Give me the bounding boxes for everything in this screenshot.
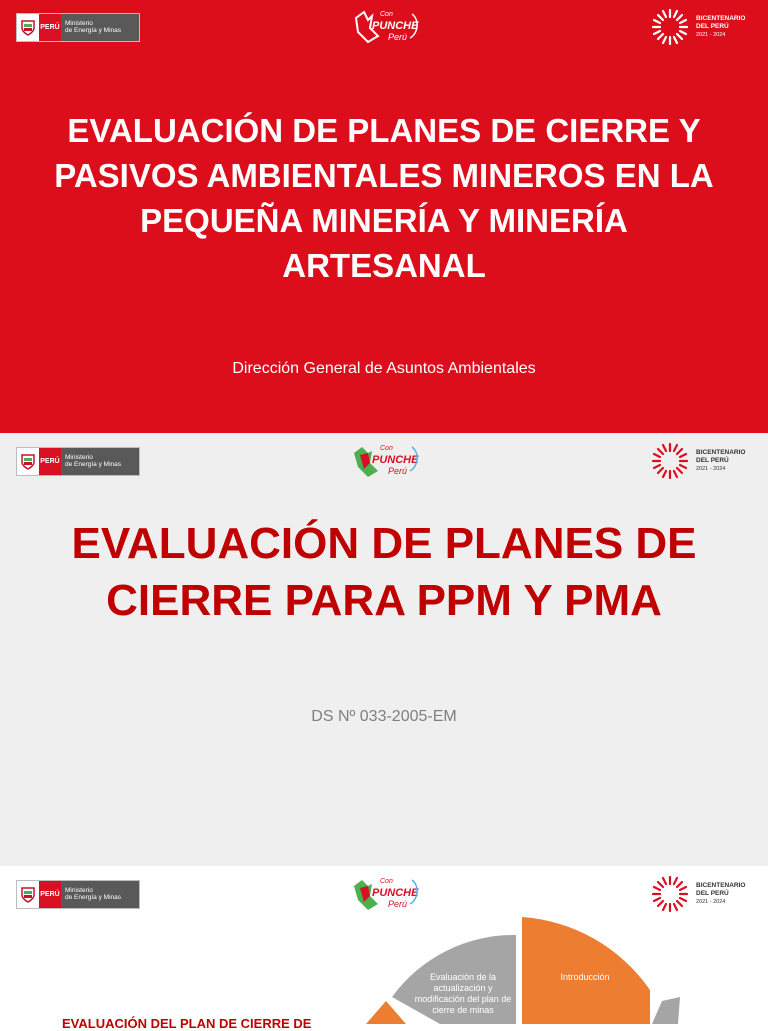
ministry-name: Ministerio de Energía y Minas (61, 448, 139, 475)
svg-text:Perú: Perú (388, 32, 408, 42)
peru-shield-icon (17, 448, 39, 475)
cycle-label-introduccion: Introducción (560, 972, 610, 982)
ministry-line-2: de Energía y Minas (65, 27, 122, 34)
slide-1 (0, 0, 768, 433)
cycle-label-evaluacion: Evaluación de la actualización y modificación del plan de cierre de minas (414, 972, 512, 1015)
bicentenario-text: BICENTENARIO DEL PERÚ 2021 - 2024 (696, 882, 746, 905)
ministry-name (61, 14, 139, 41)
minem-logo (16, 447, 140, 476)
svg-text:PUNCHE: PUNCHE (372, 20, 419, 32)
slide-2-subtitle: DS Nº 033-2005-EM (311, 708, 457, 725)
ministry-name: Ministerio de Energía y Minas (61, 881, 139, 908)
con-punche-peru-logo (350, 439, 420, 486)
slide-1-subtitle: Dirección General de Asuntos Ambientales (232, 360, 536, 377)
con-punche-peru-logo (350, 6, 420, 51)
peru-shield-icon (17, 881, 39, 908)
minem-logo (16, 13, 140, 42)
svg-text:Perú: Perú (388, 899, 408, 909)
svg-text:PUNCHE: PUNCHE (372, 454, 419, 466)
slide-3-title: EVALUACIÓN DEL PLAN DE CIERRE DE (62, 1016, 312, 1031)
bicentenario-sunburst-icon (650, 7, 690, 47)
peru-label: PERÚ (39, 448, 61, 475)
closure-plan-cycle-diagram (350, 905, 768, 1024)
svg-text:Con: Con (380, 878, 393, 885)
svg-text:Con: Con (380, 11, 393, 18)
slide-2 (0, 433, 768, 866)
bicentenario-text: BICENTENARIO DEL PERÚ 2021 - 2024 (696, 15, 746, 38)
slide-1-title: EVALUACIÓN DE PLANES DE CIERRE Y PASIVOS AMBIENTALES MINEROS EN LA PEQUEÑA MINERÍA Y MINERÍA ARTESANAL (54, 112, 714, 284)
peru-label: PERÚ (39, 14, 61, 41)
svg-text:PUNCHE: PUNCHE (372, 887, 419, 899)
cycle-segment-left (366, 1001, 406, 1024)
peru-label: PERÚ (39, 881, 61, 908)
bicentenario-text: BICENTENARIO DEL PERÚ 2021 - 2024 (696, 449, 746, 472)
svg-text:Con: Con (380, 445, 393, 452)
peru-shield-icon (17, 14, 39, 41)
ministry-line-1: Ministerio (65, 20, 93, 27)
cycle-segment-right (652, 997, 680, 1024)
svg-text:Perú: Perú (388, 466, 408, 476)
minem-logo (16, 880, 140, 909)
bicentenario-logo (650, 441, 745, 481)
slide-2-title: EVALUACIÓN DE PLANES DE CIERRE PARA PPM Y PMA (71, 519, 697, 625)
cycle-segment-introduccion (522, 917, 650, 1024)
bicentenario-sunburst-icon (650, 441, 690, 481)
bicentenario-logo (650, 7, 745, 47)
